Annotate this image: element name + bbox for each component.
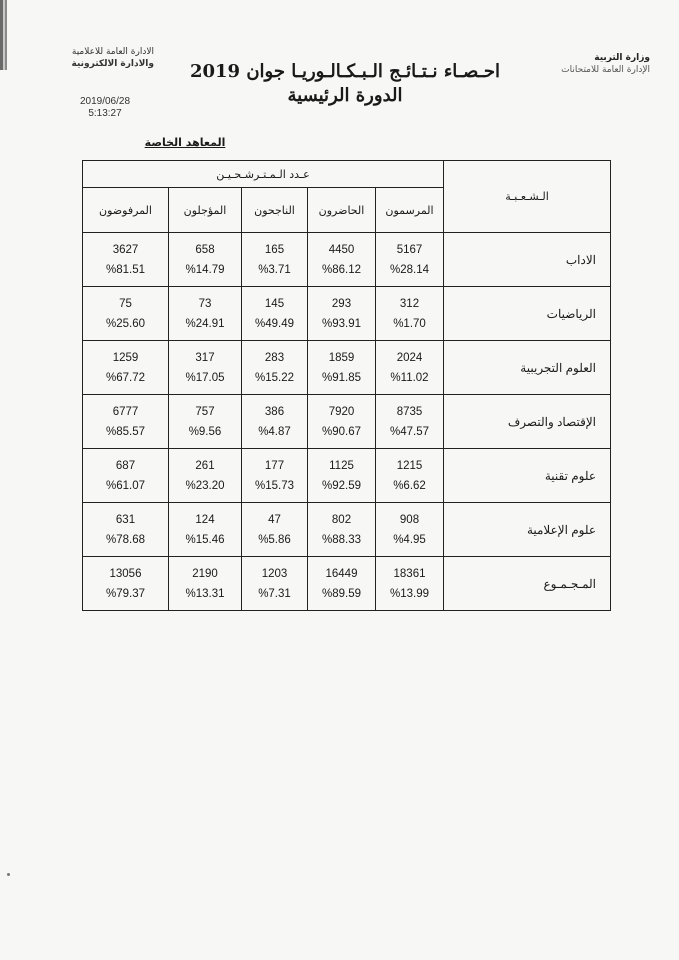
cell-count: 687 (115, 459, 136, 472)
cell-percent: %79.37 (105, 587, 145, 600)
row-label: العلوم التجريبية (444, 341, 611, 395)
table-row (83, 557, 611, 611)
table-cell (376, 449, 444, 503)
cell-percent: %86.12 (321, 263, 361, 276)
col-header-postponed: المؤجلون (169, 188, 242, 233)
cell-percent: %92.59 (321, 479, 361, 492)
group-header: عـدد الـمـتـرشـحـيـن (83, 161, 444, 188)
cell-percent: %47.57 (390, 425, 430, 438)
cell-percent: %49.49 (254, 317, 294, 330)
row-label: الاداب (444, 233, 611, 287)
header-left-line2: والادارة الالكترونية (71, 59, 154, 69)
cell-count: 5167 (396, 243, 423, 256)
table-cell (242, 395, 308, 449)
cell-count: 73 (198, 297, 212, 310)
col-header-present: الحاضرون (308, 188, 376, 233)
table-cell (308, 449, 376, 503)
cell-count: 1215 (396, 459, 423, 472)
header-right-line1: وزارة التربية (594, 53, 650, 63)
cell-percent: %4.87 (258, 425, 291, 438)
cell-count: 8735 (396, 405, 423, 418)
table-cell (376, 233, 444, 287)
cell-count: 757 (195, 405, 215, 418)
cell-percent: %28.14 (390, 263, 430, 276)
table-cell (83, 395, 169, 449)
cell-percent: %25.60 (105, 317, 145, 330)
cell-count: 47 (268, 513, 281, 526)
cell-percent: %4.95 (393, 533, 426, 546)
table-cell (83, 503, 169, 557)
cell-count: 261 (195, 459, 215, 472)
table-cell (242, 233, 308, 287)
print-time: 5:13:27 (88, 108, 122, 119)
cell-count: 1125 (329, 459, 354, 472)
cell-count: 165 (264, 243, 285, 256)
cell-count: 177 (264, 459, 285, 472)
cell-count: 293 (331, 297, 352, 310)
cell-percent: %15.22 (254, 371, 294, 384)
cell-count: 124 (195, 513, 215, 526)
header-left (44, 46, 154, 70)
cell-percent: %15.46 (185, 533, 225, 546)
cell-count: 1203 (261, 567, 288, 580)
branch-header: الـشـعـبـة (444, 161, 611, 233)
cell-percent: %85.57 (105, 425, 145, 438)
table-cell (376, 503, 444, 557)
table-cell (308, 341, 376, 395)
cell-count: 1859 (328, 351, 355, 364)
header-right (540, 52, 650, 76)
row-label: الرياضيات (444, 287, 611, 341)
cell-percent: %90.67 (321, 425, 361, 438)
cell-percent: %81.51 (105, 263, 145, 276)
cell-percent: %9.56 (188, 425, 222, 438)
table-cell (376, 341, 444, 395)
row-label: المـجـمـوع (444, 557, 611, 611)
table-cell (242, 341, 308, 395)
cell-percent: %14.79 (185, 263, 225, 276)
table-cell (169, 233, 242, 287)
table-cell (169, 395, 242, 449)
page-title (160, 60, 530, 108)
table-cell (83, 449, 169, 503)
table-cell (83, 233, 169, 287)
cell-count: 283 (264, 351, 285, 364)
cell-count: 2024 (396, 351, 423, 364)
cell-count: 4450 (328, 243, 355, 256)
scan-edge-mark (0, 0, 14, 70)
cell-count: 75 (119, 297, 132, 310)
table-row (83, 449, 611, 503)
cell-percent: %67.72 (105, 371, 145, 384)
table-cell (169, 449, 242, 503)
table-row (83, 233, 611, 287)
cell-percent: %5.86 (258, 533, 291, 546)
cell-percent: %24.91 (185, 317, 225, 330)
cell-percent: %6.62 (393, 479, 426, 492)
cell-count: 2190 (192, 567, 218, 580)
table-row (83, 395, 611, 449)
print-date: 2019/06/28 (79, 96, 131, 107)
cell-count: 3627 (112, 243, 139, 256)
title-line1: احـصـاء نـتـائـج الـبـكـالـوريـا جوان 2019 (189, 61, 501, 82)
cell-count: 317 (195, 351, 215, 364)
table-cell (308, 233, 376, 287)
cell-count: 802 (331, 513, 352, 526)
header-left-line1: الادارة العامة للاعلامية (71, 47, 154, 57)
cell-count: 312 (399, 297, 420, 310)
row-label: علوم تقنية (444, 449, 611, 503)
timestamp (60, 96, 150, 120)
table-cell (83, 287, 169, 341)
cell-percent: %91.85 (321, 371, 361, 384)
table-cell (169, 341, 242, 395)
table-cell (376, 557, 444, 611)
table-cell (83, 341, 169, 395)
cell-count: 7920 (328, 405, 355, 418)
cell-percent: %61.07 (105, 479, 145, 492)
row-label: الإقتصاد والتصرف (444, 395, 611, 449)
cell-count: 16449 (325, 567, 358, 580)
cell-percent: %13.99 (390, 587, 430, 600)
table-cell (242, 503, 308, 557)
cell-count: 6777 (112, 405, 139, 418)
table-cell (169, 287, 242, 341)
cell-count: 658 (195, 243, 215, 256)
results-table (82, 160, 611, 611)
cell-count: 386 (264, 405, 285, 418)
table-cell (376, 287, 444, 341)
table-cell (169, 557, 242, 611)
table-cell (308, 503, 376, 557)
table-cell (376, 395, 444, 449)
cell-percent: %13.31 (185, 587, 225, 600)
cell-percent: %11.02 (390, 371, 429, 384)
col-header-registered: المرسمون (376, 188, 444, 233)
cell-percent: %23.20 (185, 479, 225, 492)
section-title: المعاهد الخاصة (144, 136, 226, 149)
table-cell (242, 287, 308, 341)
cell-percent: %1.70 (393, 317, 426, 330)
cell-count: 13056 (109, 567, 142, 580)
cell-count: 631 (115, 513, 136, 526)
table-row (83, 341, 611, 395)
cell-percent: %78.68 (105, 533, 145, 546)
cell-percent: %3.71 (258, 263, 291, 276)
cell-percent: %17.05 (185, 371, 225, 384)
scan-speck (7, 873, 10, 876)
cell-percent: %7.31 (258, 587, 291, 600)
table-cell (308, 287, 376, 341)
cell-count: 1259 (112, 351, 139, 364)
cell-count: 908 (399, 513, 420, 526)
table-cell (308, 557, 376, 611)
cell-count: 18361 (393, 567, 426, 580)
cell-count: 145 (264, 297, 285, 310)
title-line2: الدورة الرئيسية (287, 85, 403, 106)
col-header-refused: المرفوضون (83, 188, 169, 233)
col-header-passed: الناجحون (242, 188, 308, 233)
cell-percent: %15.73 (254, 479, 294, 492)
table-cell (169, 503, 242, 557)
cell-percent: %89.59 (321, 587, 361, 600)
table-row (83, 503, 611, 557)
table-cell (242, 557, 308, 611)
table-cell (83, 557, 169, 611)
row-label: علوم الإعلامية (444, 503, 611, 557)
header-right-line2: الإدارة العامة للامتحانات (561, 65, 650, 75)
table-row (83, 287, 611, 341)
cell-percent: %88.33 (321, 533, 361, 546)
table-header-group-row (83, 161, 611, 188)
table-cell (242, 449, 308, 503)
cell-percent: %93.91 (321, 317, 361, 330)
table-cell (308, 395, 376, 449)
